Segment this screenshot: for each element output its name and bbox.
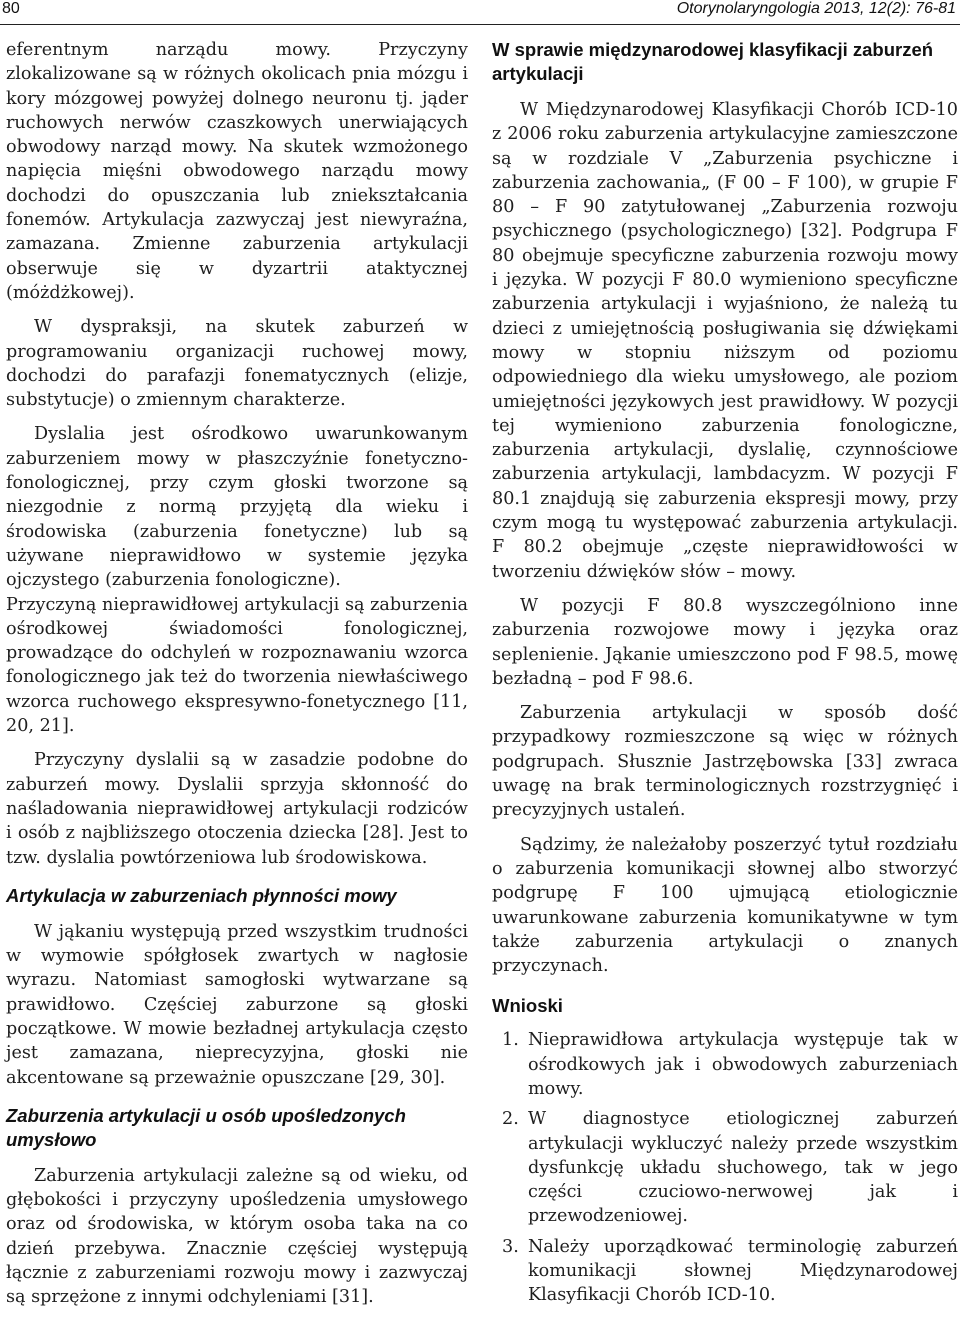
list-number: 2. <box>502 1109 519 1130</box>
page-number: 80 <box>2 0 20 17</box>
list-item-text: Nieprawidłowa artykulacja występuje tak w ośrodkowych jak i obwodowych zaburzeniach mowy. <box>528 1030 958 1099</box>
section-heading-conclusions: Wnioski <box>492 995 563 1017</box>
section-heading-intellectual-disability: Zaburzenia artykulacji u osób upośledzonych umysłowo <box>6 1104 406 1150</box>
header-rule <box>0 24 960 25</box>
list-item <box>492 1107 958 1228</box>
section-heading-classification: W sprawie międzynarodowej klasyfikacji zaburzeń artykulacji <box>492 39 934 84</box>
list-number: 1. <box>502 1030 519 1051</box>
paragraph: W jąkaniu występują przed wszystkim trudności w wymowie spółgłosek zwartych w nagłosie wyrazu. Natomiast samogłoski wytwarzane są prawidłowo. Częściej zaburzone są głoski początkowe. W mowie bezładnej artykulacja często jest zamazana, nieprecyzyjna, głoski nie akcentowane są przeważnie opuszczane [29, 30]. <box>6 921 468 1088</box>
paragraph: Zaburzenia artykulacji zależne są od wieku, od głębokości i przyczyny upośledzenia umysłowego oraz od środowiska, w którym osoba taka na co dzień przebywa. Znacznie częściej występują łącznie z zaburzeniami rozwoju mowy i zazwyczaj są sprzężone z innymi odchyleniami [31]. <box>6 1165 468 1308</box>
paragraph: eferentnym narządu mowy. Przyczyny zlokalizowane są w różnych okolicach pnia mózgu i kory mózgowej powyżej dolnego neuronu tj. jąder ruchowych nerwów czaszkowych unerwiających obwodowy narząd mowy. Na skutek wzmożonego napięcia mięśni obwodowego narządu mowy dochodzi do opuszczania lub zniekształcania fonemów. Artykulacja zazwyczaj jest niewyraźna, zamazana. Zmienne zaburzenia artykulacji obserwuje się w dyzartrii ataktycznej (móżdżkowej). <box>6 40 468 303</box>
paragraph: Zaburzenia artykulacji w sposób dość przypadkowy rozmieszczone są więc w różnych podgrupach. Słusznie Jastrzębowska [33] zwraca uwagę na brak terminologicznych rozstrzygnięć i precyzyjnych ustaleń. <box>492 703 958 821</box>
paragraph: W pozycji F 80.8 wyszczególniono inne zaburzenia rozwojowe mowy i języka oraz seplenienie. Jąkanie umieszczono pod F 98.5, mowę bezładną – pod F 98.6. <box>492 595 958 689</box>
list-item <box>492 1028 958 1101</box>
paragraph: Dyslalia jest ośrodkowo uwarunkowanym zaburzeniem mowy w płaszczyźnie fonetyczno-fonologicznej, przy czym głoski tworzone są niezgodnie z normą przyjętą dla wieku i środowiska (zaburzenia fonetyczne) lub są używane nieprawidłowo w systemie języka ojczystego (zaburzenia fonologiczne). <box>6 424 468 591</box>
left-column <box>6 38 468 1320</box>
right-column <box>492 38 958 1314</box>
page-header <box>0 0 960 22</box>
paragraph: Przyczyny dyslalii są w zasadzie podobne do zaburzeń mowy. Dyslalii sprzyja skłonność do naśladowania nieprawidłowej artykulacji rodziców i osób z najbliższego otoczenia dziecka [28]. Jest to tzw. dyslalia powtórzeniowa lub środowiskowa. <box>6 750 468 868</box>
section-heading-fluency: Artykulacja w zaburzeniach płynności mowy <box>6 884 397 906</box>
paragraph: Sądzimy, że należałoby poszerzyć tytuł rozdziału o zaburzenia komunikacji słownej albo stworzyć podgrupę F 100 ujmującą etiologicznie uwarunkowane zaburzenia komunikatywne w tym także zaburzenia artykulacji o znanych przyczynach. <box>492 834 958 977</box>
journal-citation: Otorynolaryngologia 2013, 12(2): 76-81 <box>676 0 956 17</box>
list-item <box>492 1235 958 1308</box>
paragraph: Przyczyną nieprawidłowej artykulacji są zaburzenia ośrodkowej świadomości fonologicznej, prowadzące do odchyleń w rozpoznawaniu wzorca fonologicznego jak też do tworzenia niewłaściwego wzorca ruchowego ekspresywno-fonetycznego [11, 20, 21]. <box>6 594 468 737</box>
conclusions-list <box>492 1028 958 1307</box>
paragraph: W Międzynarodowej Klasyfikacji Chorób ICD-10 z 2006 roku zaburzenia artykulacyjne zamieszczone są w rozdziale V „Zaburzenia psychiczne i zaburzenia zachowania„ (F 00 – F 100), w grupie F 80 – F 90 zatytułowanej „Zaburzenia rozwoju psychicznego (psychologicznego) [32]. Podgrupa F 80 obejmuje specyficzne zaburzenia rozwoju mowy i języka. W pozycji F 80.0 wymieniono specyficzne zaburzenia artykulacji i wyjaśniono, że należą tu dzieci z umiejętnością posługiwania się dźwiękami mowy w stopniu niższym od poziomu odpowiedniego dla wieku umysłowego, ale poziom umiejętności językowych jest prawidłowy. W pozycji tej wymieniono zaburzenia fonologiczne, zaburzenia artykulacji, dyslalię, czynnościowe zaburzenia artykulacji, lambdacyzm. W pozycji F 80.1 znajdują się zaburzenia ekspresji mowy, przy czym mogą tu występować zaburzenia artykulacji. F 80.2 obejmuje „częste nieprawidłowości w tworzeniu dźwięków słów – mowy. <box>492 100 958 582</box>
paragraph: W dyspraksji, na skutek zaburzeń w programowaniu organizacji ruchowej mowy, dochodzi do parafazji fonematycznych (elizje, substytucje) o zmiennym charakterze. <box>6 317 468 411</box>
list-item-text: W diagnostyce etiologicznej zaburzeń artykulacji wykluczyć należy przede wszystkim dysfunkcję układu słuchowego, tak w jego części czuciowo-nerwowej jak i przewodzeniowej. <box>528 1109 958 1227</box>
list-number: 3. <box>502 1236 519 1257</box>
list-item-text: Należy uporządkować terminologię zaburzeń komunikacji słownej Międzynarodowej Klasyfikacji Chorób ICD-10. <box>528 1236 958 1306</box>
